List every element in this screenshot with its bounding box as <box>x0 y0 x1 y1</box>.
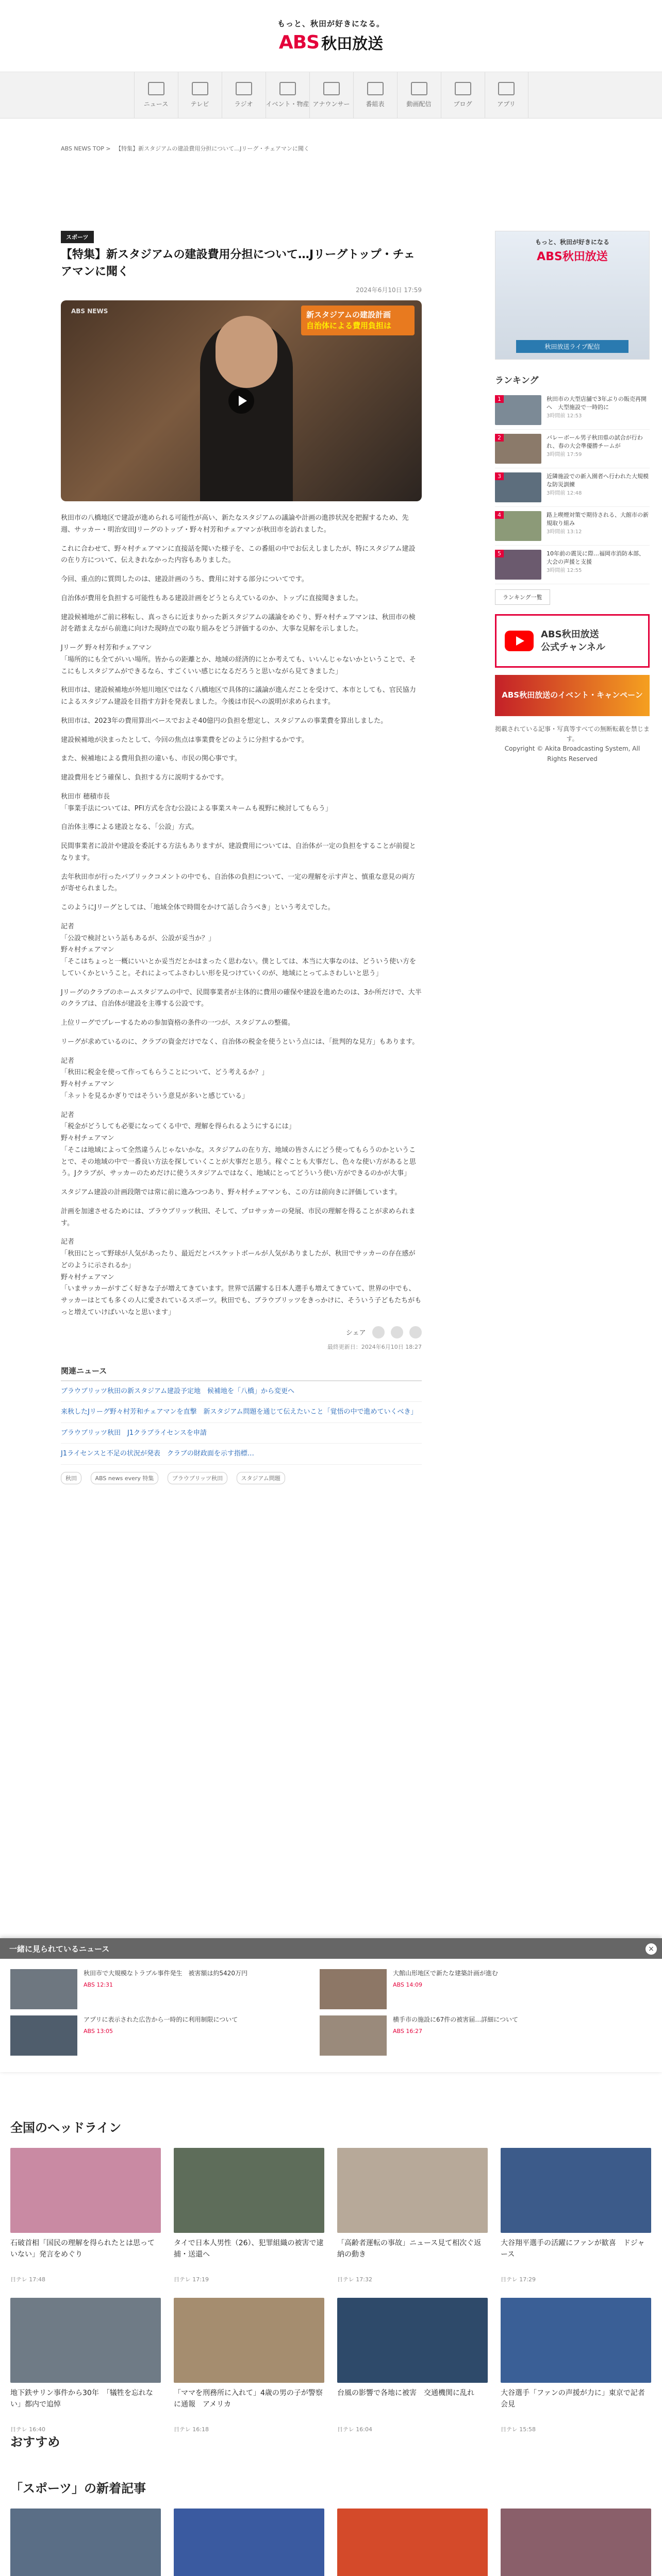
card-meta: 日テレ 16:04 <box>337 2426 372 2433</box>
related-title: 関連ニュース <box>61 1365 422 1381</box>
headline-card[interactable] <box>501 2148 651 2283</box>
nav-blog[interactable] <box>441 72 485 118</box>
play-icon[interactable] <box>228 388 254 414</box>
tag-chip[interactable]: スタジアム問題 <box>237 1472 285 1484</box>
nav-label: ニュース <box>143 100 169 108</box>
article-title: 【特集】新スタジアムの建設費用分担について…Jリーグトップ・チェアマンに聞く <box>61 248 415 278</box>
overlay-meta: ABS 12:31 <box>84 1981 113 1989</box>
ticket-icon <box>279 82 296 95</box>
ranking-text: 路上喫煙対策で期待される、大館市の新規取り組み <box>547 512 649 527</box>
nav-label: ブログ <box>453 100 472 108</box>
sports-card[interactable] <box>337 2509 488 2576</box>
ranking-time: 3時間前 12:55 <box>547 567 582 573</box>
ranking-num: 4 <box>495 511 504 519</box>
ranking-item[interactable] <box>495 430 650 468</box>
breadcrumb-sep: > <box>106 145 111 152</box>
overlay-text-wrap <box>393 2015 518 2056</box>
headline-card[interactable] <box>10 2298 161 2433</box>
card-text: 大谷選手「ファンの声援が力に」東京で記者会見 <box>501 2389 645 2409</box>
overlay-item[interactable] <box>10 2012 299 2059</box>
nav-tv[interactable] <box>178 72 222 118</box>
nav-radio[interactable] <box>222 72 266 118</box>
sports-title: 「スポーツ」の新着記事 <box>10 2481 146 2496</box>
card-meta: 日テレ 16:18 <box>174 2426 209 2433</box>
nav-event[interactable] <box>266 72 309 118</box>
article-body <box>61 513 422 1319</box>
breadcrumb <box>61 144 312 152</box>
article-paragraph: また、候補地による費用負担の違いも、市民の関心事です。 <box>61 755 241 763</box>
ad-logo: ABS秋田放送 <box>537 250 608 263</box>
overlay-text-wrap <box>393 1969 498 2009</box>
card-text: 「ママを刑務所に入れて」4歳の男の子が警察に通報 アメリカ <box>174 2389 323 2409</box>
card-text: 石破首相「国民の理解を得られたとは思っていない」発言をめぐり <box>10 2239 155 2259</box>
nav-label: アナウンサー <box>312 100 350 108</box>
article-paragraph: Jリーグのクラブのホームスタジアムの中で、民間事業者が主体的に費用の確保や建設を進めたのは、3か所だけで、大半のクラブは、自治体が建設を主導する公設です。 <box>61 988 422 1008</box>
nav-label: 動画配信 <box>406 100 432 108</box>
ad-link: 秋田放送ライブ配信 <box>516 340 628 353</box>
related-overlay <box>0 1938 662 2072</box>
play-icon <box>411 82 427 95</box>
youtube-channel-banner[interactable] <box>495 614 650 668</box>
youtube-label-2: 公式チャンネル <box>541 642 605 653</box>
related-item[interactable]: ブラウブリッツ秋田の新スタジアム建設予定地 候補地を「八橋」から変更へ <box>61 1381 422 1402</box>
article-paragraph: 記者 「公設で検討という話もあるが、公設が妥当か？」 野々村チェアマン 「そこはちょっと一概にいいとか妥当だとかはまったく思わない。僕としては、本当に大事なのは、どういう使い方をしていくかということ。それによってふさわしい形を見つけていくのが、地域にとってふさわしいと思う」 <box>61 922 417 977</box>
overlay-title: 一緒に見られているニュース <box>0 1938 662 1959</box>
x-icon[interactable] <box>391 1326 403 1338</box>
article-paragraph: 記者 「税金がどうしても必要になってくる中で、理解を得られるようにするには」 野々村チェアマン 「そこは地域によって全然違うんじゃないかな。スタジアムの在り方、地域の皆さんにどう使ってもらうのかということで、その地域の中で一番良い方法を探していくことが大事だと思う。稼ぐことも大事だし、色々な使い方があると思う。Jクラブが、サッカーのためだけに使うスタジアムではなく、地域にとってどういう使い方ができるのかが大事」 <box>61 1111 416 1178</box>
ranking-num: 1 <box>495 395 504 403</box>
ranking-item[interactable] <box>495 468 650 507</box>
sidebar <box>495 231 650 764</box>
sports-grid <box>10 2509 652 2576</box>
card-thumb <box>501 2298 651 2383</box>
overlay-thumb <box>10 2015 77 2056</box>
nav-label: 番組表 <box>366 100 385 108</box>
article-paragraph: 自治体主導による建設となる、「公設」方式。 <box>61 823 198 832</box>
headlines-section <box>10 2117 652 2448</box>
nav-label: アプリ <box>497 100 516 108</box>
ranking-item[interactable] <box>495 546 650 584</box>
article-paragraph: スタジアム建設の計画段階では常に前に進みつつあり、野々村チェアマンも、この方は前向きに評価しています。 <box>61 1189 402 1196</box>
nav-announcer[interactable] <box>309 72 353 118</box>
share-bar <box>61 1326 422 1338</box>
article-paragraph: 民間事業者に設計や建設を委託する方法もありますが、建設費用については、自治体が一定の負担をすることが前提となります。 <box>61 842 416 862</box>
article-paragraph: 記者 「秋田に税金を使って作ってもらうことについて、どう考えるか？」 野々村チェアマン 「ネットを見るかぎりではそういう意見が多いと感じている」 <box>61 1057 269 1100</box>
calendar-icon <box>367 82 384 95</box>
ranking-time: 3時間前 12:53 <box>547 413 582 419</box>
updated-date: 最終更新日：2024年6月10日 18:27 <box>327 1343 422 1350</box>
ranking-num: 2 <box>495 434 504 442</box>
person-icon <box>323 82 340 95</box>
nav-app[interactable] <box>485 72 528 118</box>
card-thumb <box>337 2298 488 2383</box>
site-header <box>0 0 662 72</box>
youtube-label-1: ABS秋田放送 <box>541 629 599 640</box>
overlay-thumb <box>10 1969 77 2009</box>
card-text: 地下鉄サリン事件から30年 「犠牲を忘れない」都内で追悼 <box>10 2389 153 2409</box>
sports-card[interactable] <box>10 2509 161 2576</box>
sports-section <box>10 2478 652 2576</box>
article-paragraph: 秋田市の八橋地区で建設が進められる可能性が高い、新たなスタジアムの議論や計画の進捗状況を把握するため、先週、サッカー・明治安田Jリーグのトップ・野々村芳和チェアマンが秋田市を訪れました。 <box>61 514 409 534</box>
article-date: 2024年6月10日 17:59 <box>356 286 422 294</box>
overlay-text-wrap <box>84 2015 238 2056</box>
ranking-text-wrap <box>547 395 650 425</box>
live-ad-banner[interactable] <box>495 231 650 360</box>
article-paragraph: 秋田市は、建設候補地が外旭川地区ではなく八橋地区で具体的に議論が進んだことを受けて、本市としても、官民協力によるスタジアム建設を目指す方針を発表しました。今後は市民への説明が求められます。 <box>61 686 416 706</box>
card-meta: 日テレ 17:32 <box>337 2276 372 2283</box>
video-face <box>216 316 277 388</box>
overlay-text: 秋田市で大規模なトラブル事件発生 被害額は約5420万円 <box>84 1970 248 1977</box>
overlay-text: 大館山形地区で新たな建築計画が進む <box>393 1970 499 1977</box>
logo-abs: ABS <box>278 31 320 53</box>
ranking-time: 3時間前 13:12 <box>547 529 582 535</box>
recommend-title: おすすめ <box>10 2435 60 2449</box>
article-paragraph: 秋田市は、2023年の費用算出ベースでおよそ40億円の負担を想定し、スタジアムの事業費を算出しました。 <box>61 717 388 725</box>
card-text: タイで日本人男性（26）、犯罪組織の被害で逮捕・送還へ <box>174 2239 324 2259</box>
headline-card[interactable] <box>174 2148 324 2283</box>
ranking-time: 3時間前 17:59 <box>547 451 582 457</box>
ranking-text-wrap <box>547 472 650 502</box>
tv-icon <box>192 82 208 95</box>
article-paragraph: 記者 「秋田にとって野球が人気があったり、最近だとバスケットボールが人気がありましたが、秋田でサッカーの存在感がどのように示されるか」 野々村チェアマン 「いまサッカーがすごく好きな子が増えてきています。世界で活躍する日本人選手も増えてきていて、世界の中でも、サッカーはとても多くの人に愛されているスポーツ。秋田でも、ブラウブリッツをきっかけに、そういう子どもたちがもっと増えていけばいいなと思います」 <box>61 1238 422 1316</box>
tag-chip[interactable]: ブラウブリッツ秋田 <box>168 1472 227 1484</box>
article-paragraph: 建設候補地がご前に移転し、真っさらに近まりかった新スタジアムの議論をめぐり、野々村チェアマンは、秋田市の検討を踏まえながら前進に向けた現時点での取り組みをどう評価するのか、大事な見解を示しました。 <box>61 613 416 633</box>
card-thumb <box>501 2509 651 2576</box>
card-text: 台風の影響で各地に被害 交通機関に乱れ <box>337 2389 474 2397</box>
ranking-num: 3 <box>495 472 504 480</box>
overlay-text: アプリに表示された広告から一時的に利用制限について <box>84 2016 238 2023</box>
card-meta: 日テレ 17:29 <box>501 2276 536 2283</box>
headlines-grid <box>10 2148 652 2448</box>
article-paragraph: リーグが求めているのに、クラブの資金だけでなく、自治体の税金を使うという点には、「批判的な見方」もあります。 <box>61 1038 419 1046</box>
overlay-text-wrap <box>84 1969 247 2009</box>
nav-label: ラジオ <box>234 100 253 108</box>
article-paragraph: 建設費用をどう確保し、負担する方に説明するかです。 <box>61 774 228 782</box>
line-icon[interactable] <box>409 1326 422 1338</box>
category-badge[interactable]: スポーツ <box>61 231 94 243</box>
nav-news[interactable] <box>134 72 178 118</box>
ranking-thumb <box>495 434 541 464</box>
breadcrumb-home[interactable]: ABS NEWS TOP <box>61 145 104 152</box>
tag-list <box>61 1472 422 1484</box>
headline-card[interactable] <box>10 2148 161 2283</box>
video-brand: ABS NEWS <box>71 308 108 315</box>
article-paragraph: 秋田市 穂積市長 「事業手法については、PFI方式を含む公設による事業スキームも視野に検討してもらう」 <box>61 792 332 812</box>
ranking-text: 近隣施設での新入園者へ行われた大規模な防災訓練 <box>547 473 649 488</box>
youtube-icon <box>505 631 534 651</box>
ranking-item[interactable] <box>495 391 650 430</box>
card-meta: 日テレ 15:58 <box>501 2426 536 2433</box>
sports-card[interactable] <box>501 2509 651 2576</box>
card-thumb <box>174 2298 324 2383</box>
article-paragraph: 自治体が費用を負担する可能性もある建設計画をどうとらえているのか、トップに直接聞きました。 <box>61 594 362 602</box>
event-banner[interactable]: ABS秋田放送のイベント・キャンペーン <box>495 675 650 716</box>
ranking-time: 3時間前 12:48 <box>547 490 582 496</box>
ranking-title: ランキング <box>495 376 539 386</box>
article-paragraph: 今回、重点的に質問したのは、建設計画のうち、費用に対する部分についてです。 <box>61 575 308 583</box>
card-thumb <box>174 2148 324 2233</box>
close-icon[interactable]: × <box>646 1943 657 1955</box>
ranking-item[interactable] <box>495 507 650 546</box>
logo-name: 秋田放送 <box>321 35 384 53</box>
facebook-icon[interactable] <box>372 1326 385 1338</box>
ranking-text-wrap <box>547 511 650 541</box>
ad-tagline: もっと、秋田が好きになる <box>535 239 609 246</box>
overlay-thumb <box>320 2015 387 2056</box>
youtube-label <box>541 628 605 654</box>
logo-tagline: もっと、秋田が好きになる。 <box>277 19 385 28</box>
radio-icon <box>236 82 252 95</box>
site-logo[interactable] <box>279 31 383 54</box>
nav-video[interactable] <box>397 72 441 118</box>
share-label: シェア <box>345 1329 366 1337</box>
smartphone-icon <box>498 82 515 95</box>
article-main <box>61 231 422 1484</box>
headline-card[interactable] <box>501 2298 651 2433</box>
recommend-section <box>10 2432 652 2450</box>
breadcrumb-current: 【特集】新スタジアムの建設費用分担について…Jリーグ・チェアマンに聞く <box>115 145 310 152</box>
card-meta: 日テレ 16:40 <box>10 2426 45 2433</box>
overlay-meta: ABS 16:27 <box>393 2028 423 2035</box>
article-paragraph: 建設候補地が決まったとして、今回の焦点は事業費をどのように分担するかです。 <box>61 736 308 744</box>
ranking-thumb <box>495 472 541 502</box>
overlay-item[interactable] <box>320 1966 608 2012</box>
card-thumb <box>10 2298 161 2383</box>
video-player[interactable] <box>61 300 422 501</box>
related-item[interactable]: 来秋したJリーグ野々村芳和チェアマンを直撃 新スタジアム問題を通じて伝えたいこと「覚悟の中で進めていくべき」 <box>61 1402 422 1423</box>
headline-card[interactable] <box>174 2298 324 2433</box>
article-paragraph: Jリーグ 野々村芳和チェアマン 「場所的にも全てがいい場所。皆からの距離とか、地域の経済的にとか考えても、いいんじゃないかということで、そこにもしスタジアムができるなら、すごくいい感じになるだろうと思いながら見てきました」 <box>61 644 416 675</box>
overlay-grid <box>0 1959 662 2059</box>
newspaper-icon <box>148 82 164 95</box>
overlay-meta: ABS 14:09 <box>393 1981 423 1989</box>
related-item[interactable]: ブラウブリッツ秋田 J1クラブライセンスを申請 <box>61 1423 422 1444</box>
headlines-title: 全国のヘッドライン <box>10 2121 122 2135</box>
sidebar-copyright: 掲載されている記事・写真等すべての無断転載を禁じます。 Copyright © Akita Broadcasting System, All Rights Reserved <box>495 725 650 762</box>
headline-card[interactable] <box>337 2148 488 2283</box>
article-paragraph: 去年秋田市が行ったパブリックコメントの中でも、自治体の負担について、一定の理解を示す声と、慎重な意見の両方が寄せられました。 <box>61 873 416 893</box>
ranking-text: バレーボール男子秋田県の試合が行われ、春の大会準優勝チームが <box>547 434 643 449</box>
card-thumb <box>337 2509 488 2576</box>
tag-chip[interactable]: ABS news every 特集 <box>91 1472 159 1484</box>
card-text: 大谷翔平選手の活躍にファンが歓喜 ドジャース <box>501 2239 645 2259</box>
ranking-text: 10年前の震災に際…福岡市消防本部、大会の声援と支援 <box>547 550 644 565</box>
video-caption <box>301 306 415 335</box>
card-thumb <box>10 2509 161 2576</box>
card-thumb <box>174 2509 324 2576</box>
ranking-num: 5 <box>495 550 504 557</box>
ranking-text-wrap <box>547 550 650 580</box>
article-paragraph: このようにJリーグとしては、「地域全体で時間をかけて話し合うべき」という考えでした。 <box>61 904 335 911</box>
ranking-more-button[interactable]: ランキング一覧 <box>495 589 550 605</box>
card-meta: 日テレ 17:48 <box>10 2276 45 2283</box>
overlay-meta: ABS 13:05 <box>84 2028 113 2035</box>
ranking-text-wrap <box>547 434 650 464</box>
ranking-text: 秋田市の大型店舗で3年ぶりの販売再開へ 大型施設で一時的に <box>547 396 647 411</box>
ranking-thumb <box>495 511 541 541</box>
ranking-thumb <box>495 395 541 425</box>
overlay-text: 横手市の施設に67件の被害届…詳細について <box>393 2016 519 2023</box>
sports-card[interactable] <box>174 2509 324 2576</box>
article-paragraph: これに合わせて、野々村チェアマンに直接話を聞いた様子を、この番組の中でお伝えしましたが、特にスタジアム建設の在り方について、伝えきれなかった内容もありました。 <box>61 545 416 565</box>
tag-chip[interactable]: 秋田 <box>61 1472 81 1484</box>
overlay-item[interactable] <box>10 1966 299 2012</box>
ranking-thumb <box>495 550 541 580</box>
card-thumb <box>337 2148 488 2233</box>
article-paragraph: 計画を加速させるためには、ブラウブリッツ秋田、そして、プロサッカーの発展、市民の理解を得ることが求められます。 <box>61 1207 416 1227</box>
video-caption-line2: 自治体による費用負担は <box>306 321 392 330</box>
card-meta: 日テレ 17:19 <box>174 2276 209 2283</box>
nav-schedule[interactable] <box>353 72 397 118</box>
blog-icon <box>455 82 471 95</box>
overlay-item[interactable] <box>320 2012 608 2059</box>
main-nav <box>0 72 662 118</box>
card-thumb <box>10 2148 161 2233</box>
card-thumb <box>501 2148 651 2233</box>
overlay-thumb <box>320 1969 387 2009</box>
nav-label: テレビ <box>190 100 209 108</box>
card-text: 「高齢者運転の事故」ニュース見て相次ぐ返納の動き <box>337 2239 482 2259</box>
article-paragraph: 上位リーグでプレーするための参加資格の条件の一つが、スタジアムの整備。 <box>61 1019 294 1027</box>
related-item[interactable]: J1ライセンスと不足の状況が発表 クラブの財政面を示す指標… <box>61 1444 422 1465</box>
nav-label: イベント・物産 <box>266 100 309 108</box>
headline-card[interactable] <box>337 2298 488 2433</box>
video-caption-line1: 新スタジアムの建設計画 <box>306 310 391 319</box>
